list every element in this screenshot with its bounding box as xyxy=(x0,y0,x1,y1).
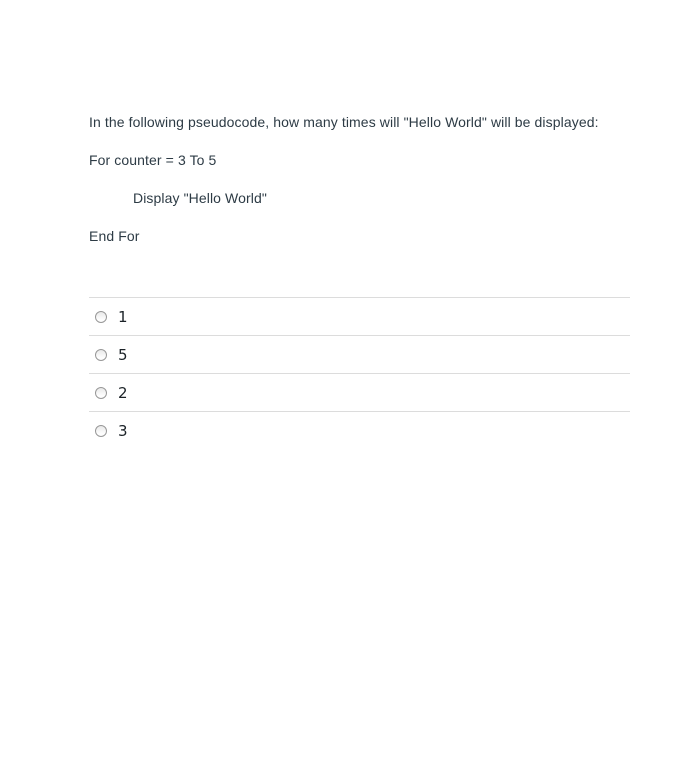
pseudocode-line-display: Display "Hello World" xyxy=(133,190,267,206)
answer-label[interactable]: 5 xyxy=(118,345,128,364)
answer-option-3[interactable] xyxy=(89,373,630,411)
radio-button[interactable] xyxy=(95,311,107,323)
quiz-question xyxy=(89,0,630,449)
pseudocode-line-for: For counter = 3 To 5 xyxy=(89,152,217,168)
answer-label[interactable]: 3 xyxy=(118,421,128,440)
question-stem xyxy=(89,113,630,246)
radio-button[interactable] xyxy=(95,349,107,361)
answer-option-2[interactable] xyxy=(89,335,630,373)
radio-button[interactable] xyxy=(95,387,107,399)
radio-button[interactable] xyxy=(95,425,107,437)
answer-label[interactable]: 2 xyxy=(118,383,128,402)
answer-label[interactable]: 1 xyxy=(118,307,128,326)
question-text: In the following pseudocode, how many times will "Hello World" will be displayed: xyxy=(89,114,599,130)
pseudocode-line-endfor: End For xyxy=(89,228,140,244)
answers-list xyxy=(89,297,630,449)
answer-option-4[interactable] xyxy=(89,411,630,449)
answer-option-1[interactable] xyxy=(89,297,630,335)
